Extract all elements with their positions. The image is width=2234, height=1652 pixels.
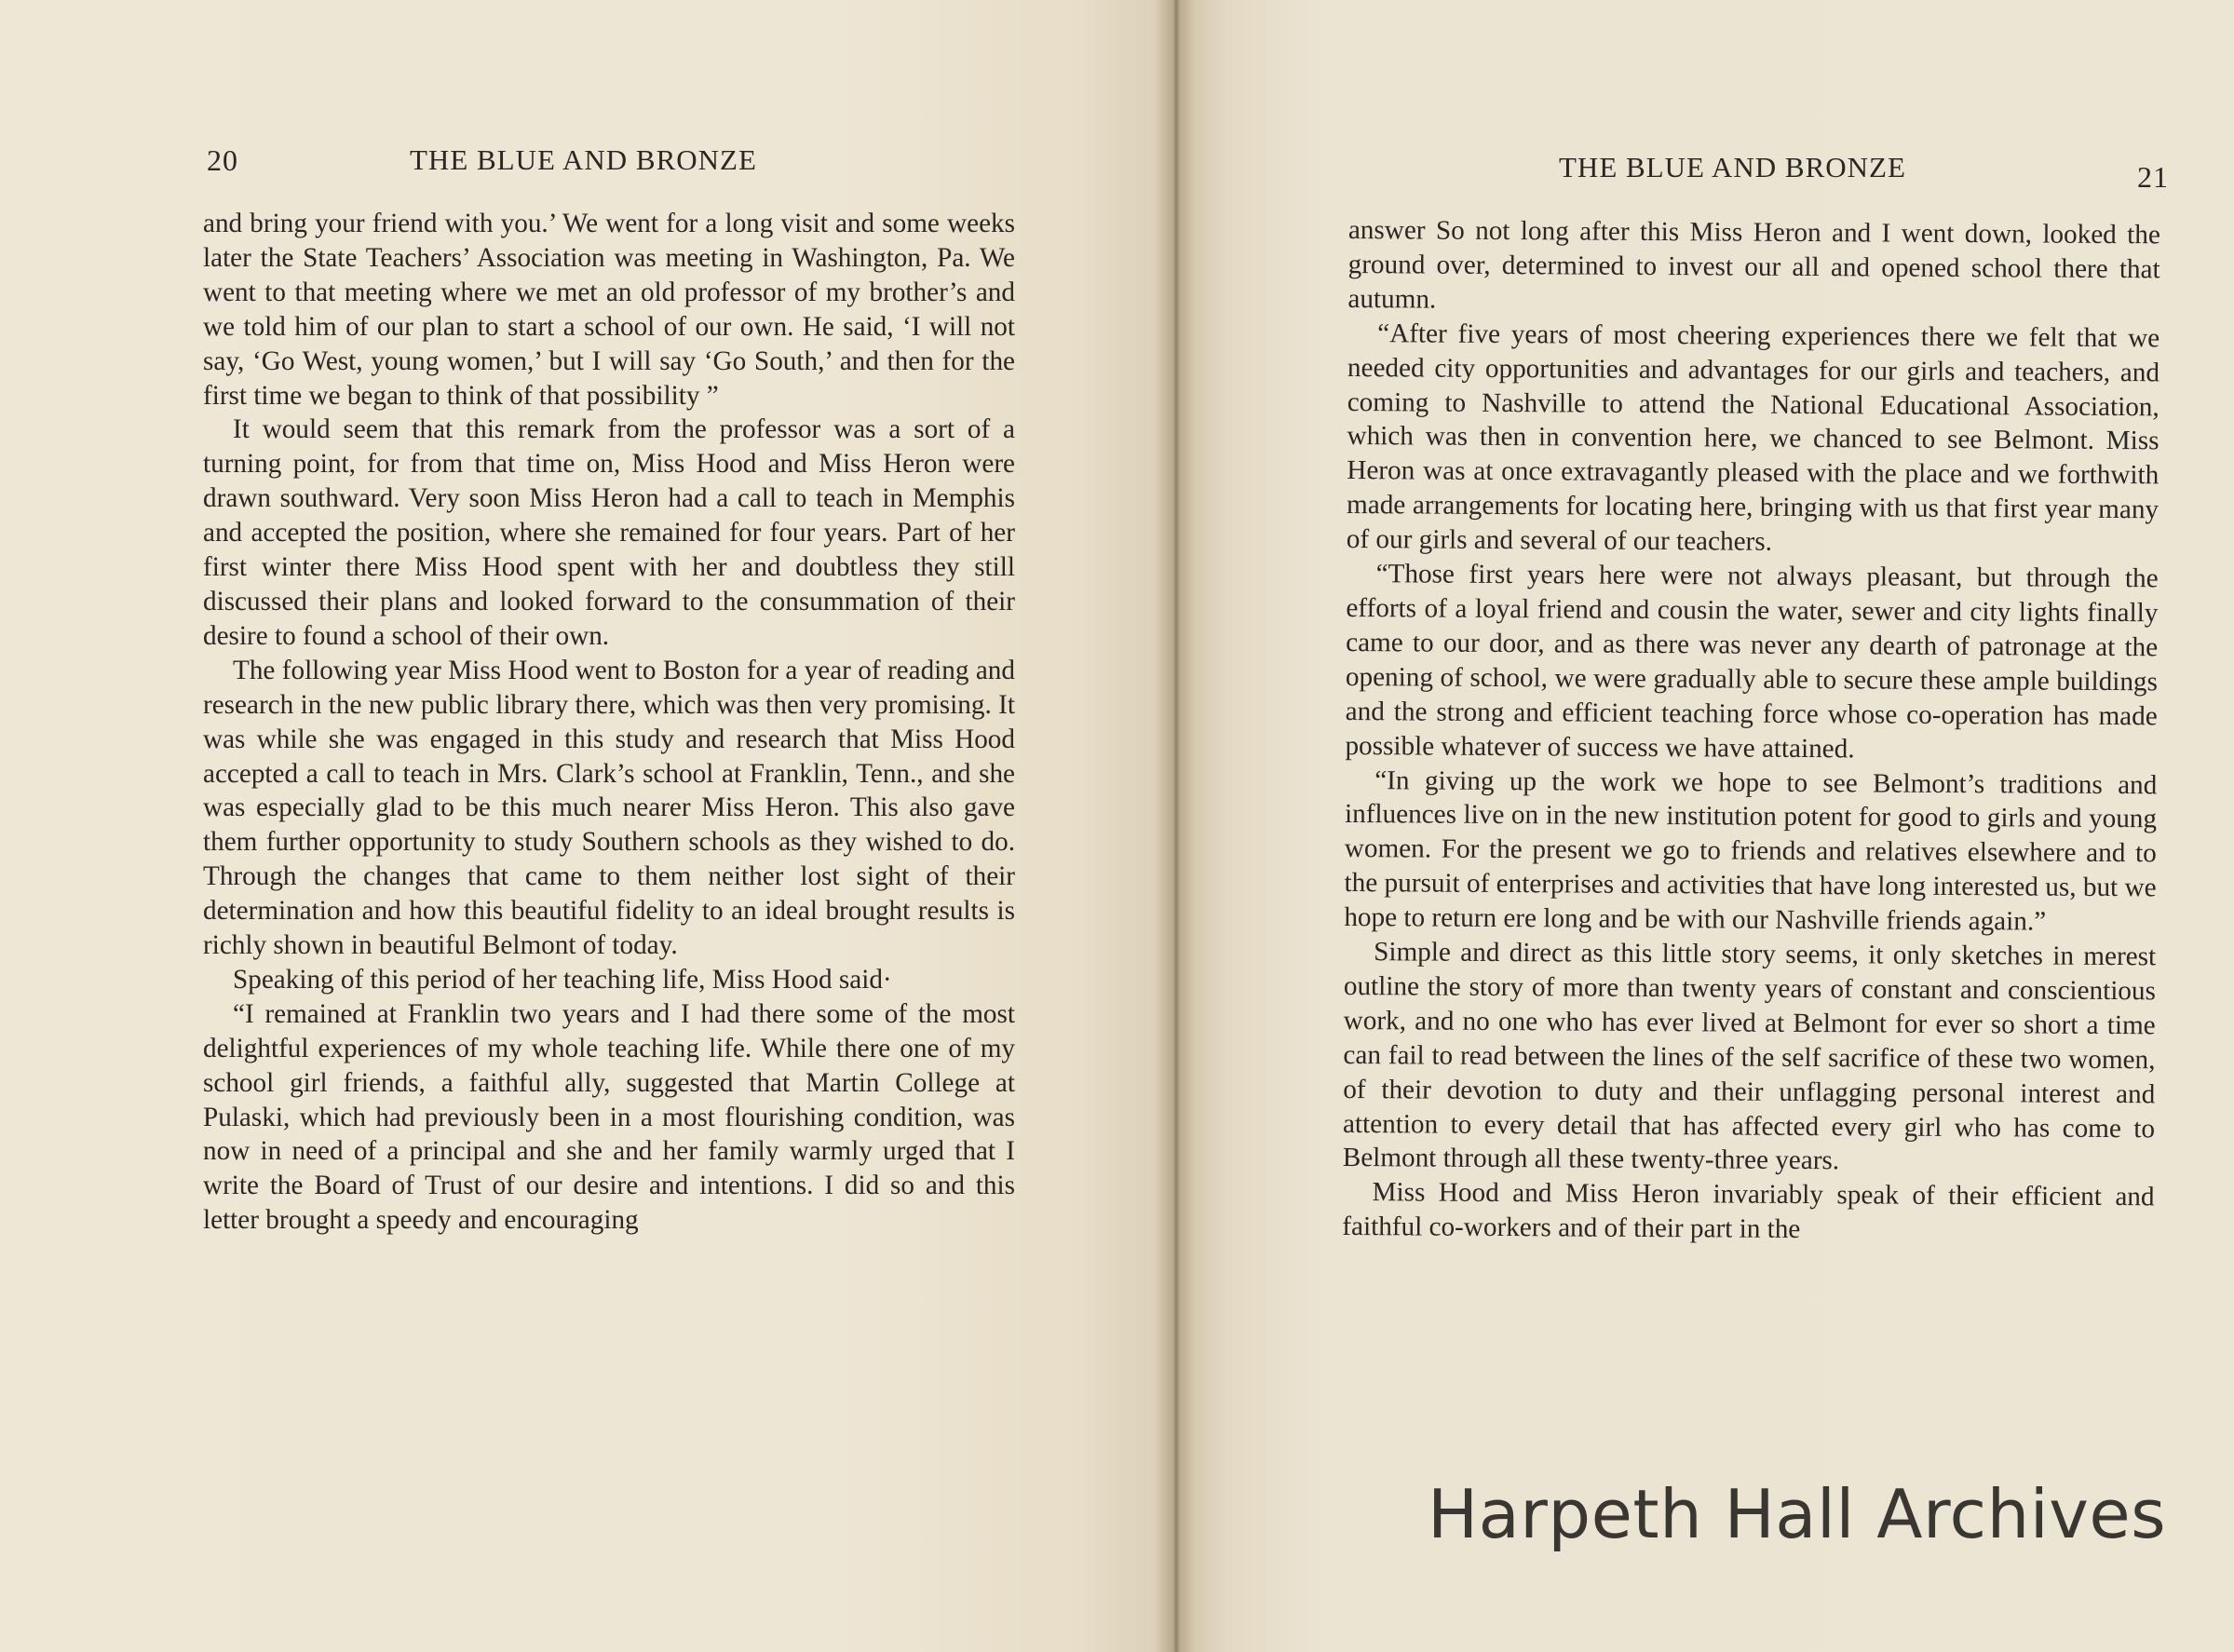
paragraph: It would seem that this remark from the professor was a sort of a turning point, for from that time on, Miss Hood and Miss Heron were drawn southward. Very soon Miss Heron had a call to teach in Memphis and accepted the position, where she remained for four years. Part of her first winter there Miss Hood spent with her and doubtless they still discussed their plans and looked forward to the consummation of their desire to found a school of their own. [203, 414, 1015, 651]
page-number: 21 [2137, 160, 2169, 194]
right-page [1175, 0, 2234, 1652]
right-page-body [1342, 213, 2160, 1249]
running-title: THE BLUE AND BRONZE [1559, 151, 1906, 183]
paragraph: “After five years of most cheering experiences there we felt that we needed city opportunities and advantages for our girls and teachers, and coming to Nashville to attend the National Educational Association, which was then in convention here, we chanced to see Belmont. Miss Heron was at once extravagantly pleased with the place and we forthwith made arrangements for locating here, bringing with us that first year many of our girls and several of our teachers. [1346, 318, 2160, 557]
paragraph: “I remained at Franklin two years and I had there some of the most delightful experiences of my whole teaching life. While there one of my school girl friends, a faithful ally, suggested that Martin College at Pulaski, which had previously been in a most flourishing condition, was now in need of a principal and she and her family warmly urged that I write the Board of Trust of our desire and intentions. I did so and this letter brought a speedy and encouraging [203, 998, 1015, 1236]
book-gutter [1155, 0, 1196, 1652]
left-page-body [203, 207, 1015, 1238]
archive-watermark: Harpeth Hall Archives [1428, 1475, 2167, 1553]
page-number: 20 [207, 143, 238, 177]
paragraph: Speaking of this period of her teaching life, Miss Hood said· [233, 964, 892, 995]
paragraph: answer So not long after this Miss Heron and I went down, looked the ground over, determined to invest our all and opened school there that autumn. [1347, 214, 2160, 315]
running-title: THE BLUE AND BRONZE [410, 143, 757, 176]
paragraph: “Those first years here were not always pleasant, but through the efforts of a loyal friend and cousin the water, sewer and city lights finally came to our door, and as there was never any dearth of patronage at the opening of school, we were gradually able to secure these ample buildings and the strong and efficient teaching force whose co-operation has made possible whatever of success we have attained. [1345, 559, 2159, 764]
paragraph: and bring your friend with you.’ We went for a long visit and some weeks later the State Teachers’ Association was meeting in Washington, Pa. We went to that meeting where we met an old professor of my brother’s and we told him of our plan to start a school of our own. He said, ‘I will not say, ‘Go West, young women,’ but I will say ‘Go South,’ and then for the first time we began to think of that possibility ” [203, 209, 1015, 411]
paragraph: “In giving up the work we hope to see Belmont’s traditions and influences live on in the new institution potent for good to girls and young women. For the present we go to friends and relatives elsewhere and to the pursuit of enterprises and activities that have long interested us, but we hope to return ere long and be with our Nashville friends again.” [1344, 765, 2158, 937]
paragraph: Simple and direct as this little story seems, it only sketches in merest outline the story of more than twenty years of constant and conscientious work, and no one who has ever lived at Belmont for ever so short a time can fail to read between the lines of the self sacrifice of these two women, of their devotion to duty and their unflagging personal interest and attention to every detail that has affected every girl who has come to Belmont through all these twenty-three years. [1342, 937, 2157, 1176]
paragraph: Miss Hood and Miss Heron invariably speak of their efficient and faithful co-workers and of their part in the [1342, 1177, 2155, 1245]
paragraph: The following year Miss Hood went to Boston for a year of reading and research in the new public library there, which was then very promising. It was while she was engaged in this study and research that Miss Hood accepted a call to teach in Mrs. Clark’s school at Franklin, Tenn., and she was especially glad to be this much nearer Miss Heron. This also gave them further opportunity to study Southern schools as they wished to do. Through the changes that came to them neither lost sight of their determination and how this beautiful fidelity to an ideal brought results is richly shown in beautiful Belmont of today. [203, 655, 1015, 961]
